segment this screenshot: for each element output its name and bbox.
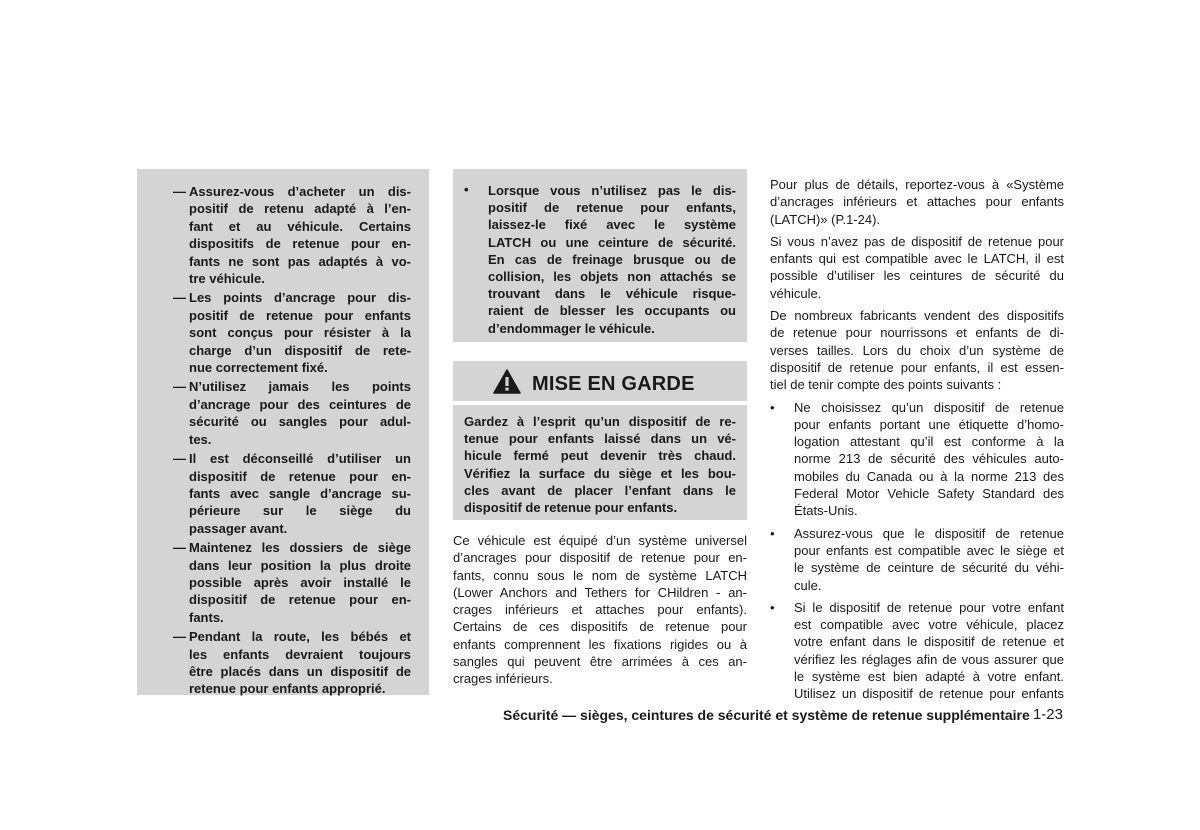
page-number: 1-23 (1032, 706, 1063, 723)
paragraph (770, 176, 1064, 228)
text-line: sangles qui peuvent être arrimées à ces an- (453, 654, 747, 670)
text-line: Assurez-vous que le dispositif de retenue (794, 525, 1064, 541)
text-line: charge d’un dispositif de rete- (189, 342, 411, 358)
paragraph (770, 307, 1064, 393)
text-line: Si le dispositif de retenue pour votre enfant (794, 599, 1064, 615)
text-line: Si vous n’avez pas de dispositif de retenue pour (770, 233, 1064, 249)
text-line: enfants qui est compatible avec le LATCH, il est (770, 251, 1064, 267)
text-line: tre véhicule. (189, 271, 265, 287)
column-3 (770, 176, 1064, 703)
text-line: tiel de tenir compte des points suivants : (770, 377, 1002, 393)
bullet-marker: • (770, 399, 775, 415)
section-title: Sécurité — sièges, ceintures de sécurité et système de retenue supplémentaire (503, 707, 1030, 723)
text-line: hicule fermé peut devenir très chaud. (464, 448, 736, 464)
text-line: véhicule. (770, 285, 822, 301)
dash-list-item (137, 628, 429, 698)
text-line: d’ancrage pour des ceintures de (189, 396, 411, 412)
dash-list (137, 169, 429, 698)
text-line: sont conçus pour résister à la (189, 325, 411, 341)
text-line: dispositif de retenue pour en- (189, 592, 411, 608)
text-line: périeure sur le siège du (189, 503, 411, 519)
text-line: les enfants devraient toujours (189, 646, 411, 662)
bullet-list-item (770, 599, 1064, 703)
text-line: crages inférieurs et attaches pour enfants). (453, 602, 747, 618)
latch-note-box (453, 169, 747, 342)
text-line: possible après avoir installé le (189, 574, 411, 590)
text-line: Pour plus de détails, reportez-vous à «Système (770, 177, 1064, 192)
text-line: cles avant de placer l’enfant dans le (464, 482, 736, 498)
bullet-marker: • (770, 599, 775, 615)
text-line: positif de retenue pour enfants, (488, 200, 736, 216)
dash-list-item (137, 539, 429, 626)
dash-list-item (137, 378, 429, 448)
text-line: N’utilisez jamais les points (189, 379, 411, 395)
bullet-list (770, 399, 1064, 703)
bullet-list-item (770, 525, 1064, 594)
bullet-item-text (794, 399, 1064, 520)
bullet-marker: • (464, 182, 469, 197)
text-line: retenue pour enfants approprié. (189, 681, 386, 697)
text-line: positif de retenue pour enfants (189, 307, 411, 323)
latch-note-text (488, 182, 736, 337)
text-line: Maintenez les dossiers de siège (189, 540, 411, 556)
text-line: pour enfants est compatible avec le siège et (794, 542, 1064, 558)
text-line: enfants comprennent les fixations rigides ou à (453, 636, 747, 652)
dash-list-item (137, 289, 429, 376)
text-line: d’ancrages inférieurs et attaches pour enfants (770, 194, 1064, 210)
dash-item-text (189, 378, 411, 448)
text-line: passager avant. (189, 520, 288, 536)
text-line: logation attestant qu’il est conforme à la (794, 434, 1064, 450)
text-line: d’endommager le véhicule. (488, 320, 655, 336)
text-line: Lorsque vous n’utilisez pas le dis- (488, 183, 736, 198)
dash-list-item (137, 183, 429, 287)
text-line: d’ancrages pour dispositif de retenue pour en- (453, 550, 747, 566)
dash-item-text (189, 628, 411, 698)
bullet-list-item (770, 399, 1064, 520)
text-line: LATCH ou une ceinture de sécurité. (488, 234, 736, 250)
text-line: Ne choisissez qu’un dispositif de retenue (794, 399, 1064, 415)
dash-marker: — (173, 184, 186, 199)
latch-description (453, 532, 747, 688)
dash-marker: — (173, 629, 186, 645)
dash-marker: — (173, 379, 186, 395)
text-line: Utilisez un dispositif de retenue pour enfants (794, 686, 1064, 702)
text-line: le système de ceinture de sécurité du véhi- (794, 560, 1064, 576)
text-line: dispositif de retenue pour enfants. (464, 500, 678, 516)
text-line: laissez-le fixé avec le système (488, 217, 736, 233)
text-line: fants, connu sous le nom de système LATCH (453, 567, 747, 583)
text-line: Il est déconseillé d’utiliser un (189, 451, 411, 467)
text-line: (Lower Anchors and Tethers for CHildren - an- (453, 584, 747, 600)
warning-body (453, 405, 747, 520)
text-line: pour enfants portant une étiquette d’homo- (794, 416, 1064, 432)
text-line: dispositif de retenue pour enfants, il est essen- (770, 359, 1064, 375)
text-line: vérifiez les réglages afin de vous assurer que (794, 651, 1064, 667)
dash-item-text (189, 539, 411, 626)
text-line: le système est bien adapté à votre enfant. (794, 669, 1064, 685)
text-line: Vérifiez la surface du siège et les bou- (464, 465, 736, 481)
text-line: est compatible avec votre véhicule, placez (794, 617, 1064, 633)
text-line: fants avec sangle d’ancrage su- (189, 485, 411, 501)
dash-list-item (137, 450, 429, 537)
text-line: dans leur position la plus droite (189, 557, 411, 573)
warning-header (453, 361, 747, 401)
text-line: verses tailles. Lors du choix d’un système de (770, 342, 1064, 358)
dash-item-text (189, 450, 411, 537)
text-line: Ce véhicule est équipé d’un système universel (453, 533, 747, 548)
text-line: fants. (189, 609, 224, 625)
text-line: Federal Motor Vehicle Safety Standard des (794, 486, 1064, 502)
text-line: être placés dans un dispositif de (189, 663, 411, 679)
text-line: possible d’utiliser les ceintures de sécurité du (770, 268, 1064, 284)
bullet-item-text (794, 599, 1064, 703)
warning-triangle-icon (493, 369, 521, 394)
text-line: cule. (794, 577, 822, 593)
text-line: De nombreux fabricants vendent des dispositifs (770, 308, 1064, 324)
text-line: fants ne sont pas adaptés à vo- (189, 253, 411, 269)
text-line: votre enfant dans le dispositif de retenue et (794, 634, 1064, 650)
dash-marker: — (173, 290, 186, 306)
text-line: En cas de freinage brusque ou de (488, 251, 736, 267)
text-line: sécurité ou sangles pour adul- (189, 414, 411, 430)
text-line: collision, les objets non attachés se (488, 269, 736, 285)
text-line: dispositifs de retenue pour en- (189, 236, 411, 252)
text-line: raient de blesser les occupants ou (488, 303, 736, 319)
text-line: positif de retenu adapté à l’en- (189, 201, 411, 217)
text-line: Les points d’ancrage pour dis- (189, 290, 411, 306)
dash-list-box (137, 169, 429, 695)
text-line: de retenue pour nourrissons et enfants de di- (770, 325, 1064, 341)
text-line: Certains de ces dispositifs de retenue pour (453, 619, 747, 635)
bullet-marker: • (770, 525, 775, 541)
text-line: crages inférieurs. (453, 671, 553, 687)
paragraph (770, 233, 1064, 302)
text-line: mobiles du Canada ou à la norme 213 des (794, 468, 1064, 484)
dash-marker: — (173, 540, 186, 556)
paragraphs (770, 176, 1064, 394)
dash-item-text (189, 289, 411, 376)
text-line: Gardez à l’esprit qu’un dispositif de re- (464, 414, 736, 429)
warning-title: MISE EN GARDE (532, 373, 695, 395)
text-line: nue correctement fixé. (189, 360, 328, 376)
text-line: tenue pour enfants laissé dans un vé- (464, 431, 736, 447)
dash-marker: — (173, 451, 186, 467)
dash-item-text (189, 183, 411, 287)
text-line: tes. (189, 431, 212, 447)
warning-text (464, 413, 736, 516)
bullet-item-text (794, 525, 1064, 594)
text-line: Assurez-vous d’acheter un dis- (189, 184, 411, 199)
page-footer (503, 706, 1063, 724)
text-line: norme 213 de sécurité des véhicules auto- (794, 451, 1064, 467)
text-line: fant et au véhicule. Certains (189, 218, 411, 234)
text-line: États-Unis. (794, 503, 858, 519)
text-line: (LATCH)» (P.1-24). (770, 211, 881, 227)
text-line: dispositif de retenue pour en- (189, 468, 411, 484)
text-line: trouvant dans le véhicule risque- (488, 286, 736, 302)
text-line: Pendant la route, les bébés et (189, 629, 411, 645)
